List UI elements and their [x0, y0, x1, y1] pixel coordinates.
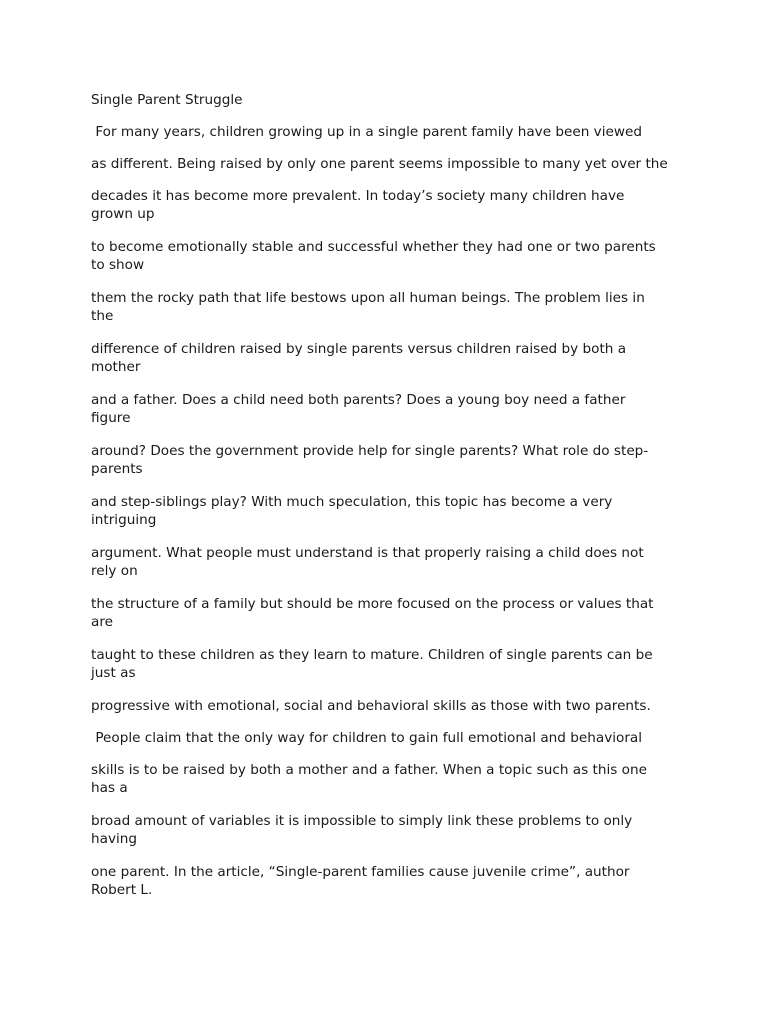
text-line: progressive with emotional, social and behavioral skills as those with two parents. [91, 698, 651, 714]
text-line: skills is to be raised by both a mother and a father. When a topic such as this one has a [91, 762, 647, 796]
text-line: difference of children raised by single parents versus children raised by both a mother [91, 341, 627, 375]
text-line: around? Does the government provide help for single parents? What role do step- parents [91, 443, 649, 477]
text-line: People claim that the only way for children to gain full emotional and behavioral [91, 730, 643, 746]
text-line: For many years, children growing up in a single parent family have been viewed [91, 124, 642, 140]
text-line: them the rocky path that life bestows upon all human beings. The problem lies in the [91, 290, 645, 324]
text-line: and a father. Does a child need both parents? Does a young boy need a father figure [91, 392, 626, 426]
text-line: taught to these children as they learn to mature. Children of single parents can be just as [91, 647, 653, 681]
text-line: and step-siblings play? With much speculation, this topic has become a very intriguing [91, 494, 613, 528]
document-page [91, 92, 687, 914]
text-line: as different. Being raised by only one parent seems impossible to many yet over the [91, 156, 668, 172]
document-body [91, 123, 687, 899]
text-line: argument. What people must understand is that properly raising a child does not rely on [91, 545, 644, 579]
text-line: decades it has become more prevalent. In today’s society many children have grown up [91, 188, 625, 222]
text-line: one parent. In the article, “Single-parent families cause juvenile crime”, author Robert L. [91, 864, 630, 898]
text-line: broad amount of variables it is impossible to simply link these problems to only having [91, 813, 633, 847]
document-title: Single Parent Struggle [91, 92, 243, 108]
text-line: the structure of a family but should be more focused on the process or values that are [91, 596, 654, 630]
text-line: to become emotionally stable and successful whether they had one or two parents to show [91, 239, 656, 273]
